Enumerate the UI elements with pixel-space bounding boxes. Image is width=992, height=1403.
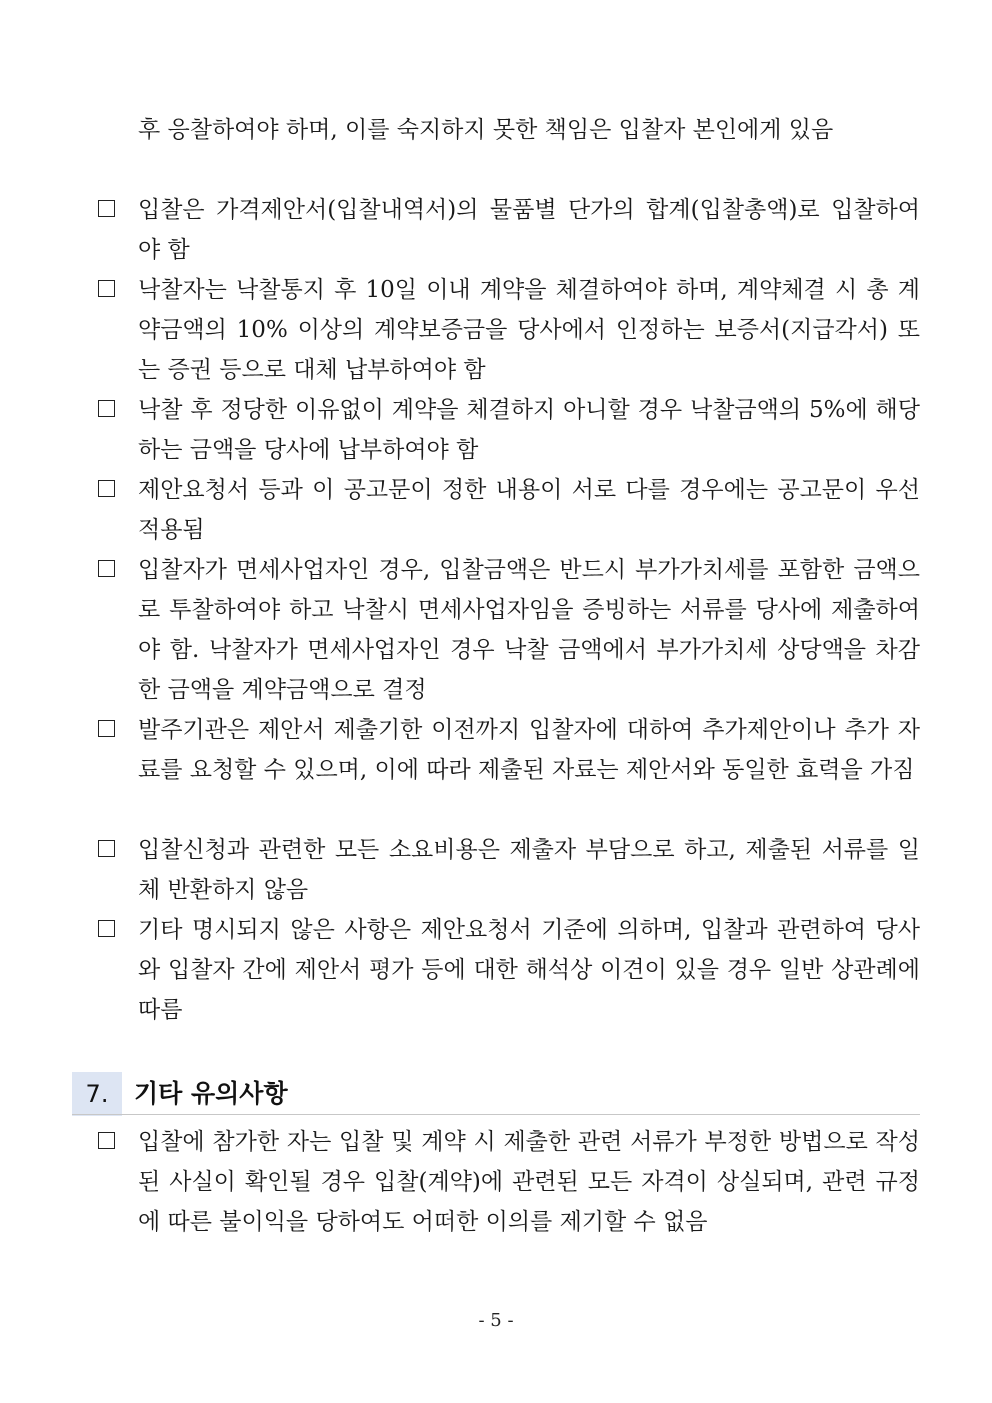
list-item-text: 입찰신청과 관련한 모든 소요비용은 제출자 부담으로 하고, 제출된 서류를 일체 반환하지 않음: [138, 837, 920, 903]
list-item: [96, 830, 920, 910]
checkbox-square-icon: [98, 840, 115, 857]
checkbox-square-icon: [98, 200, 115, 217]
page-number: - 5 -: [478, 1310, 514, 1331]
checkbox-square-icon: [98, 720, 115, 737]
section-title: 기타 유의사항: [134, 1079, 288, 1108]
section-number: 7.: [72, 1072, 122, 1116]
list-item: [96, 390, 920, 470]
section-heading: [72, 1072, 920, 1116]
checkbox-square-icon: [98, 480, 115, 497]
list-item-text: 제안요청서 등과 이 공고문이 정한 내용이 서로 다를 경우에는 공고문이 우선 적용됨: [138, 477, 920, 543]
list-item-text: 입찰에 참가한 자는 입찰 및 계약 시 제출한 관련 서류가 부정한 방법으로 작성된 사실이 확인될 경우 입찰(계약)에 관련된 모든 자격이 상실되며, 관련 규정에 따른 불이익을 당하여도 어떠한 이의를 제기할 수 없음: [138, 1129, 920, 1235]
list-item: [96, 910, 920, 1030]
list-item-text: 낙찰 후 정당한 이유없이 계약을 체결하지 아니할 경우 낙찰금액의 5%에 해당하는 금액을 당사에 납부하여야 함: [138, 397, 920, 463]
checkbox-square-icon: [98, 920, 115, 937]
list-item-text: 입찰자가 면세사업자인 경우, 입찰금액은 반드시 부가가치세를 포함한 금액으로 투찰하여야 하고 낙찰시 면세사업자임을 증빙하는 서류를 당사에 제출하여야 함. 낙찰자가 면세사업자인 경우 낙찰 금액에서 부가가치세 상당액을 차감한 금액을 계약금액으로 결정: [138, 557, 920, 703]
continuation-paragraph: 후 응찰하여야 하며, 이를 숙지하지 못한 책임은 입찰자 본인에게 있음: [138, 117, 834, 143]
list-item-text: 낙찰자는 낙찰통지 후 10일 이내 계약을 체결하여야 하며, 계약체결 시 총 계약금액의 10% 이상의 계약보증금을 당사에서 인정하는 보증서(지급각서) 또는 증권 등으로 대체 납부하여야 함: [138, 277, 920, 383]
checkbox-square-icon: [98, 400, 115, 417]
list-item: [96, 550, 920, 710]
checkbox-square-icon: [98, 1132, 115, 1149]
list-item-text: 발주기관은 제안서 제출기한 이전까지 입찰자에 대하여 추가제안이나 추가 자료를 요청할 수 있으며, 이에 따라 제출된 자료는 제안서와 동일한 효력을 가짐: [138, 717, 920, 783]
list-item: [96, 710, 920, 790]
checkbox-square-icon: [98, 280, 115, 297]
list-item: [96, 270, 920, 390]
list-item: [96, 1122, 920, 1242]
list-item: [96, 470, 920, 550]
list-item: [96, 190, 920, 270]
checkbox-square-icon: [98, 560, 115, 577]
list-item-text: 입찰은 가격제안서(입찰내역서)의 물품별 단가의 합계(입찰총액)로 입찰하여야 함: [138, 197, 920, 263]
section-divider: [72, 1114, 920, 1115]
list-item-text: 기타 명시되지 않은 사항은 제안요청서 기준에 의하며, 입찰과 관련하여 당사와 입찰자 간에 제안서 평가 등에 대한 해석상 이견이 있을 경우 일반 상관례에 따름: [138, 917, 920, 1023]
